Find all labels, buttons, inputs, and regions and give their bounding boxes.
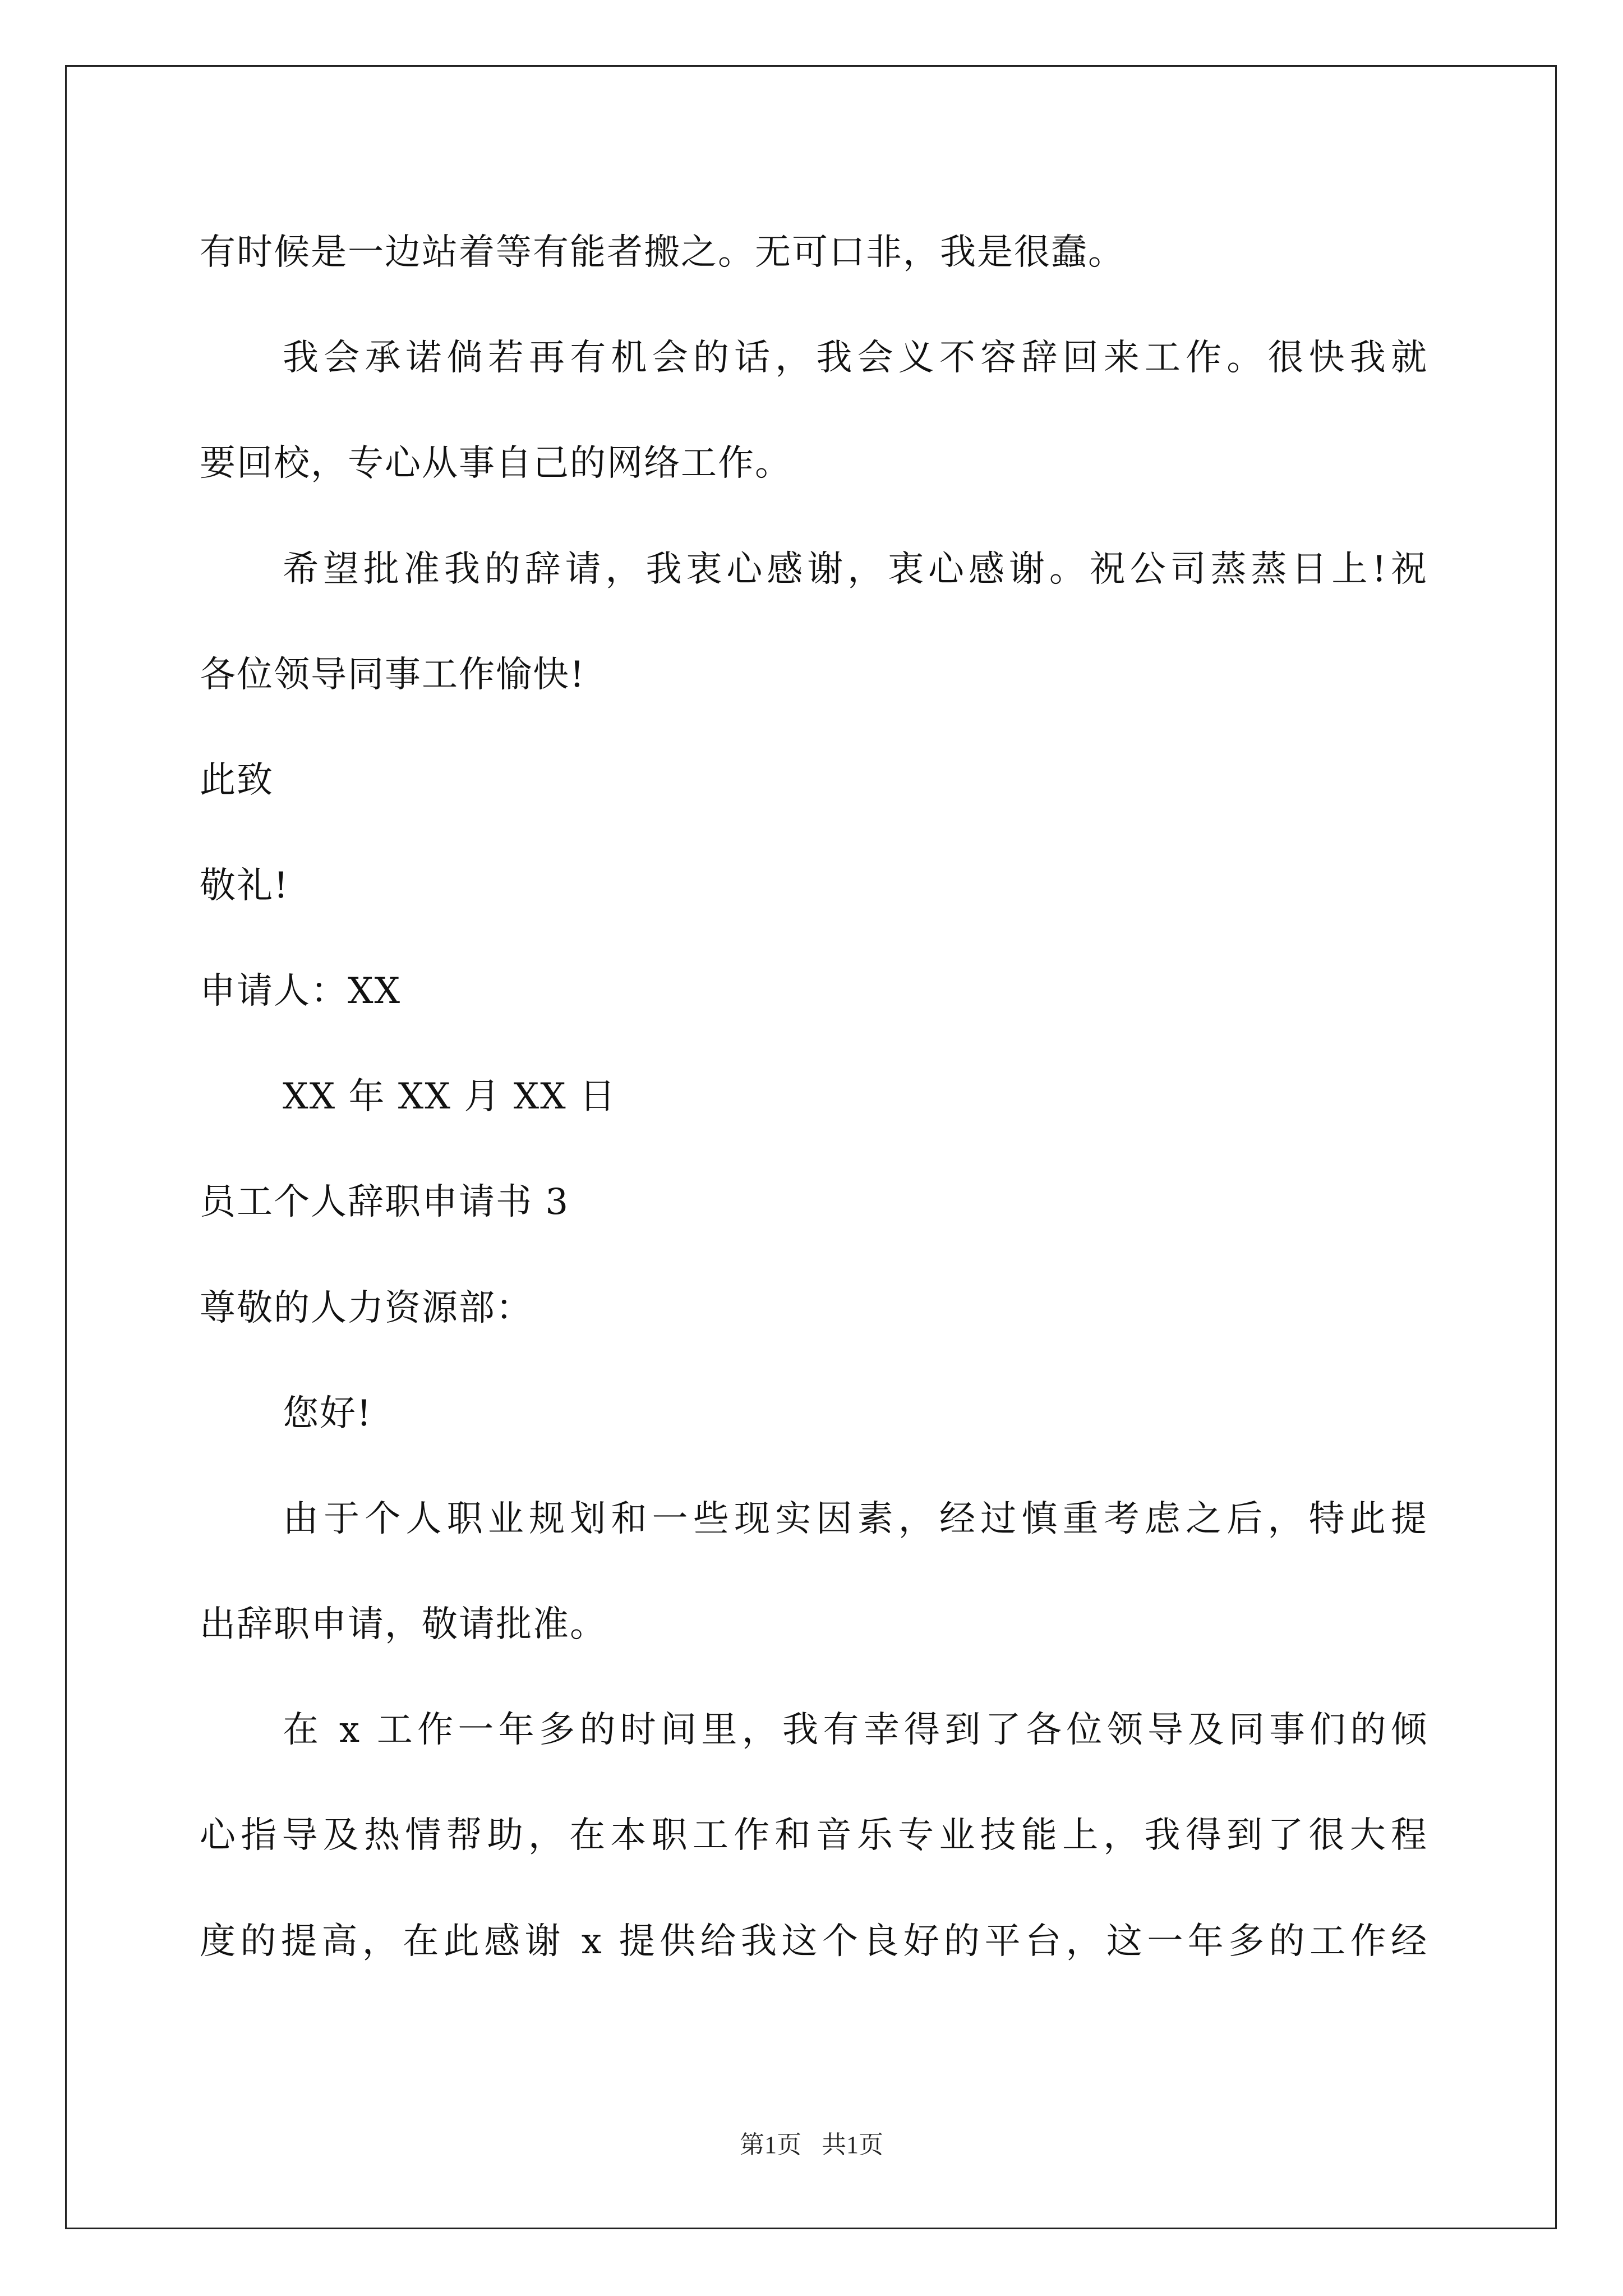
- body-line: 出辞职申请，敬请批准。: [200, 1604, 607, 1645]
- applicant-signature: 申请人：XX: [200, 970, 402, 1012]
- page-border: [65, 65, 1557, 2229]
- body-line: 由于个人职业规划和一些现实因素，经过慎重考虑之后，特此提: [283, 1498, 1428, 1540]
- body-line: 我会承诺倘若再有机会的话，我会义不容辞回来工作。很快我就: [283, 337, 1428, 379]
- date-line: XX 年 XX 月 XX 日: [283, 1076, 617, 1117]
- page-footer: [0, 2129, 1623, 2161]
- body-line: 希望批准我的辞请，我衷心感谢，衷心感谢。祝公司蒸蒸日上!祝: [283, 549, 1428, 590]
- body-line: 度的提高，在此感谢 x 提供给我这个良好的平台，这一年多的工作经: [200, 1921, 1428, 1962]
- closing-salutation: 此致: [200, 760, 274, 801]
- body-line: 在 x 工作一年多的时间里，我有幸得到了各位领导及同事们的倾: [283, 1709, 1428, 1751]
- closing-regards: 敬礼!: [200, 865, 289, 907]
- body-line: 要回校，专心从事自己的网络工作。: [200, 443, 792, 484]
- body-line: 各位领导同事工作愉快!: [200, 654, 585, 696]
- page-number: 第1页: [740, 2131, 801, 2159]
- body-line: 有时候是一边站着等有能者搬之。无可口非，我是很蠢。: [200, 232, 1125, 273]
- addressee: 尊敬的人力资源部：: [200, 1287, 533, 1329]
- section-title: 员工个人辞职申请书 3: [200, 1181, 570, 1223]
- body-line: 心指导及热情帮助，在本职工作和音乐专业技能上，我得到了很大程: [200, 1815, 1428, 1856]
- page-total: 共1页: [822, 2131, 883, 2159]
- greeting: 您好!: [283, 1393, 372, 1434]
